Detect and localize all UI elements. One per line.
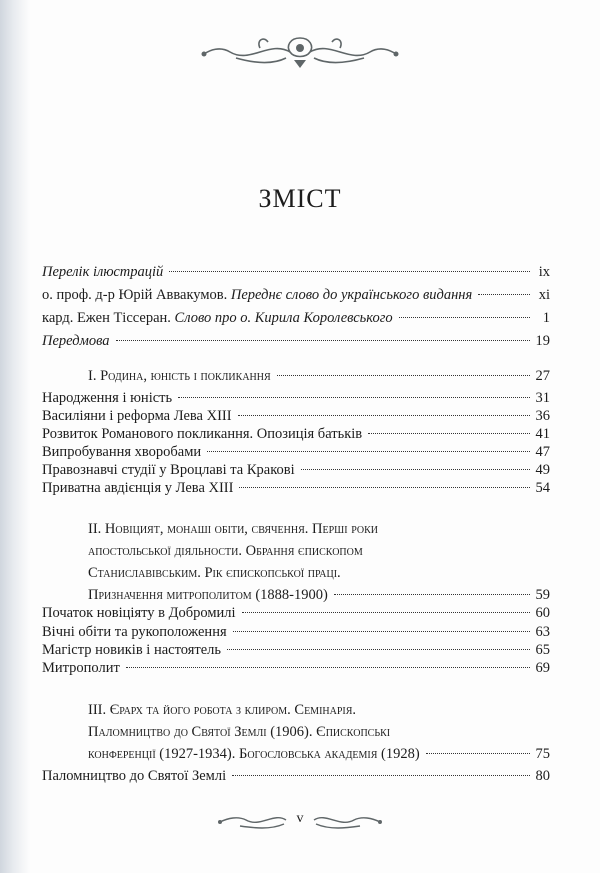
section-page: 36 xyxy=(535,408,550,424)
chapter-title: I. Родина, юність і покликання xyxy=(88,368,271,384)
section-title: Василіяни і реформа Лева XIII xyxy=(42,408,232,424)
toc-section[interactable] xyxy=(42,659,550,678)
dot-leader xyxy=(426,753,530,754)
section-page: 54 xyxy=(535,480,550,496)
chapter-page: 75 xyxy=(535,746,550,762)
dot-leader xyxy=(233,631,530,632)
section-title: Початок новіціяту в Добромилі xyxy=(42,605,236,621)
chapter-heading-line xyxy=(88,365,550,387)
dot-leader xyxy=(126,667,530,668)
toc-section[interactable] xyxy=(42,604,550,623)
section-page: 69 xyxy=(535,660,550,676)
section-title: Паломництво до Святої Землі xyxy=(42,768,227,784)
dot-leader xyxy=(368,433,529,434)
chapter-title-line: Станиславівським. Рік єпископської праці. xyxy=(88,565,341,581)
section-title: Вічні обіти та рукоположення xyxy=(42,624,227,640)
entry-title: Перелік ілюстрацій xyxy=(42,264,164,280)
toc-section[interactable] xyxy=(42,443,550,462)
dot-leader xyxy=(242,612,530,613)
section-page: 49 xyxy=(535,462,550,478)
entry-work: Переднє слово до українського видання xyxy=(230,287,473,303)
section-title: Митрополит xyxy=(42,660,120,676)
toc-section[interactable] xyxy=(42,389,550,408)
entry-author: о. проф. д-р Юрій Аввакумов. xyxy=(42,287,231,303)
book-spine-shadow xyxy=(0,0,30,873)
section-title: Народження і юність xyxy=(42,390,173,406)
section-title: Магістр новиків і настоятель xyxy=(42,642,221,658)
dot-leader xyxy=(334,594,530,595)
entry-page: 19 xyxy=(535,333,550,349)
dot-leader xyxy=(178,397,529,398)
entry-title: Передмова xyxy=(42,333,110,349)
toc-entry-illustrations[interactable] xyxy=(42,263,550,282)
toc-section[interactable] xyxy=(42,407,550,426)
top-ornament-flourish xyxy=(190,30,410,70)
section-page: 31 xyxy=(535,390,550,406)
chapter-title-line: апостольської діяльности. Обрання єпископом xyxy=(88,543,363,559)
toc-section[interactable] xyxy=(42,425,550,444)
toc-section[interactable] xyxy=(42,641,550,660)
toc-chapter-2[interactable] xyxy=(88,518,550,606)
section-title: Розвиток Романового покликання. Опозиція батьків xyxy=(42,426,363,442)
chapter-heading-line xyxy=(88,584,550,606)
dot-leader xyxy=(399,317,530,318)
dot-leader xyxy=(239,487,529,488)
chapter-title-line: Паломництво до Святої Землі (1906). Єпископські xyxy=(88,724,391,740)
dot-leader xyxy=(238,415,530,416)
toc-section[interactable] xyxy=(42,479,550,498)
entry-page: 1 xyxy=(542,310,550,326)
entry-work: Слово про о. Кирила Королевського xyxy=(174,310,393,326)
dot-leader xyxy=(169,271,530,272)
section-page: 65 xyxy=(535,642,550,658)
toc-section[interactable] xyxy=(42,461,550,480)
dot-leader xyxy=(277,375,530,376)
section-page: 41 xyxy=(535,426,550,442)
entry-author: кард. Ежен Тіссеран. xyxy=(42,310,175,326)
dot-leader xyxy=(227,649,530,650)
chapter-title-line: Призначення митрополитом (1888-1900) xyxy=(88,587,328,603)
section-page: 80 xyxy=(535,768,550,784)
chapter-title-line: III. Єрарх та його робота з клиром. Семінарія. xyxy=(88,702,357,718)
page-title: ЗМІСТ xyxy=(258,184,342,213)
section-page: 60 xyxy=(535,605,550,621)
dot-leader xyxy=(232,775,529,776)
entry-page: ix xyxy=(538,264,550,280)
dot-leader xyxy=(301,469,530,470)
dot-leader xyxy=(207,451,529,452)
chapter-title-line: II. Новіцият, монаші обіти, свячення. Перші роки xyxy=(88,521,379,537)
section-title: Приватна авдієнція у Лева XIII xyxy=(42,480,234,496)
chapter-page: 27 xyxy=(535,368,550,384)
section-title: Випробування хворобами xyxy=(42,444,202,460)
section-page: 63 xyxy=(535,624,550,640)
entry-title xyxy=(42,286,472,305)
toc-entry-foreword-ua[interactable] xyxy=(42,286,550,305)
section-title: Правознавчі студії у Вроцлаві та Кракові xyxy=(42,462,295,478)
toc-entry-preface[interactable] xyxy=(42,332,550,351)
chapter-heading-line xyxy=(88,743,550,765)
section-page: 47 xyxy=(535,444,550,460)
toc-section[interactable] xyxy=(42,623,550,642)
toc-entry-tisserant[interactable] xyxy=(42,309,550,328)
toc-chapter-1[interactable] xyxy=(88,365,550,387)
chapter-page: 59 xyxy=(535,587,550,603)
toc-section[interactable] xyxy=(42,767,550,786)
entry-title xyxy=(42,309,393,328)
page-number: v xyxy=(296,811,304,826)
toc-chapter-3[interactable] xyxy=(88,699,550,765)
top-ornament xyxy=(0,30,600,70)
dot-leader xyxy=(116,340,530,341)
chapter-title-line: конференції (1927-1934). Богословська академія (1928) xyxy=(88,746,420,762)
dot-leader xyxy=(478,294,530,295)
entry-page: xi xyxy=(538,287,550,303)
